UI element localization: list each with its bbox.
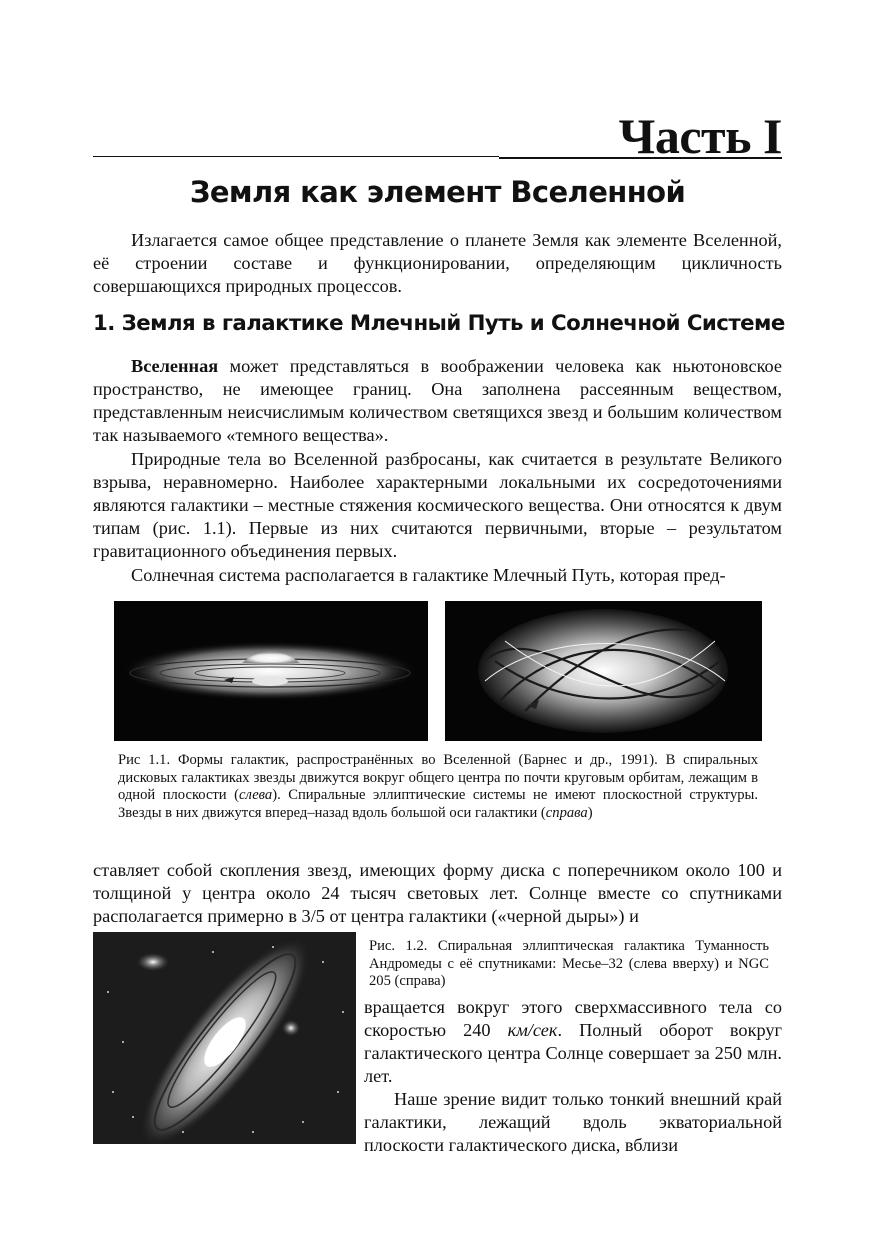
elliptical-galaxy-image bbox=[445, 601, 762, 741]
figure-1-1-caption-part-a: Рис 1.1. Формы галактик, распространённых во Вселенной (Барнес и др., 1991). В спиральных дисковых галактиках звезды движутся вокруг общего центра по почти круговым орбитам, лежащим в одной плоскости ( bbox=[118, 752, 758, 803]
figure-1-1-caption-left: слева bbox=[238, 787, 273, 803]
figure-1-1-caption-part-c: ) bbox=[587, 804, 593, 821]
body-paragraph-4: ставляет собой скопления звезд, имеющих форму диска с поперечником около 100 и толщиной у центра около 24 тысяч световых лет. Солнце вместе со спутниками располагается примерно в 3/5 от центра галактики («черной дыры») и bbox=[93, 860, 782, 926]
body-paragraph-5 bbox=[364, 996, 782, 1088]
body-paragraph-1-text: может представляться в воображении человека как ньютоновское пространство, не имеющее границ. Она заполнена рассеянным веществом, представленным неисчислимым количеством светящихся звезд и большим количеством так называемого «темного вещества». bbox=[93, 356, 782, 445]
figure-1-1-caption-right: справа bbox=[545, 804, 588, 821]
intro-paragraph: Излагается самое общее представление о планете Земля как элементе Вселенной, её строении составе и функционировании, определяющим цикличность совершающихся природных процессов. bbox=[93, 230, 782, 296]
term-universe: Вселенная bbox=[131, 356, 219, 376]
body-paragraph-3: Солнечная система располагается в галактике Млечный Путь, которая пред- bbox=[131, 565, 726, 585]
body-paragraph-5-before: вращается вокруг этого сверхмассивного тела со скоростью 240 bbox=[364, 997, 782, 1040]
chapter-title: Земля как элемент Вселенной bbox=[189, 175, 686, 209]
body-paragraph-6: Наше зрение видит только тонкий внешний край галактики, лежащий вдоль экваториальной плоскости галактического диска, вблизи bbox=[364, 1089, 782, 1155]
andromeda-galaxy-photo bbox=[93, 932, 356, 1144]
body-paragraph-1 bbox=[93, 355, 782, 447]
figure-1-2-caption: Рис. 1.2. Спиральная эллиптическая галактика Туманность Андромеды с её спутниками: Месье–32 (слева вверху) и NGC 205 (справа) bbox=[369, 938, 769, 989]
section-heading: 1. Земля в галактике Млечный Путь и Солнечной Системе bbox=[93, 311, 785, 336]
body-paragraph-5-after: . Полный оборот вокруг галактического центра Солнце совершает за 250 млн. лет. bbox=[364, 1020, 782, 1086]
body-paragraph-2: Природные тела во Вселенной разбросаны, как считается в результате Великого взрыва, неравномерно. Наиболее характерными локальными их сосредоточениями являются галактики – местные стяжения космического вещества. Они относятся к двум типам (рис. 1.1). Первые из них считаются первичными, вторые – результатом гравитационного объединения первых. bbox=[93, 449, 782, 561]
figure-1-1-caption bbox=[118, 752, 758, 822]
figure-1-1-caption-part-b: ). Спиральные эллиптические системы не имеют плоскостной структуры. Звезды в них движутся вперед–назад вдоль большой оси галактики ( bbox=[118, 787, 758, 821]
speed-unit: км/сек bbox=[507, 1020, 558, 1040]
part-title: Часть I bbox=[618, 108, 782, 164]
header-rule-left bbox=[93, 156, 499, 157]
disk-galaxy-image bbox=[114, 601, 428, 741]
